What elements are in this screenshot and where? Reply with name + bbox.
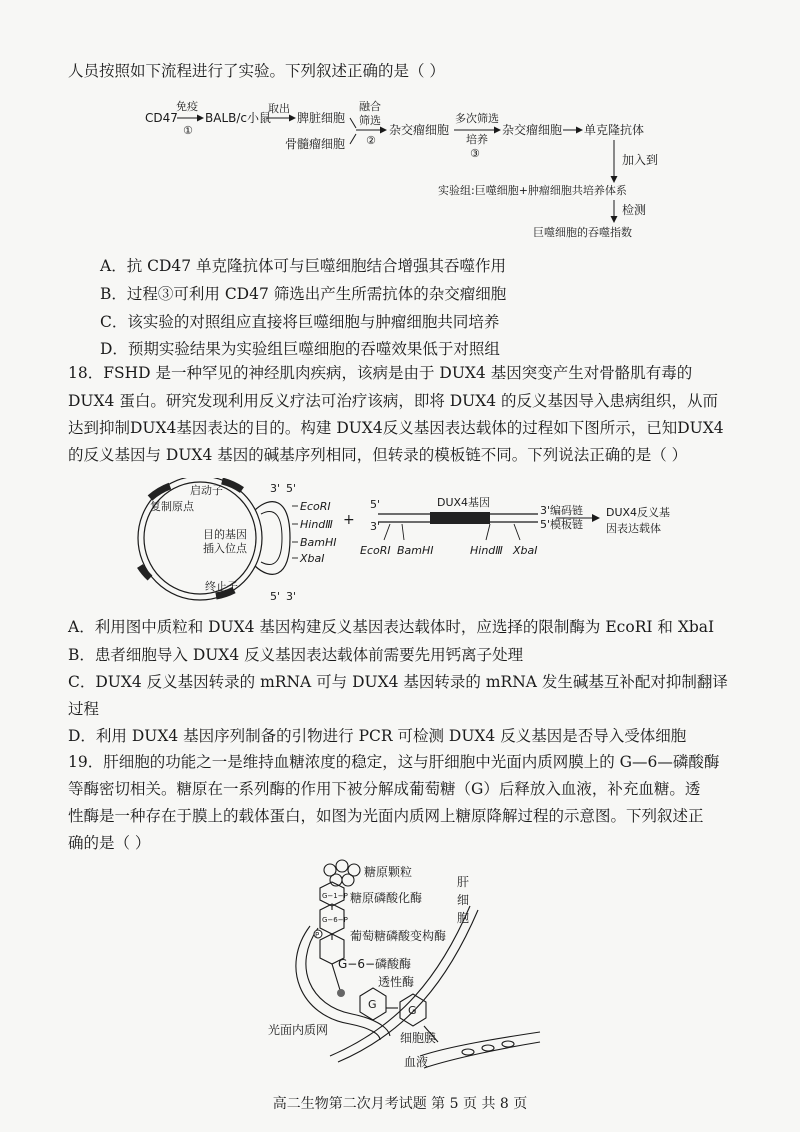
fig-ecori-gene: EcoRI [360, 544, 391, 557]
fig-gene-p5: 5' [370, 498, 381, 511]
q19-stem-3: 性酶是一种存在于膜上的载体蛋白，如图为光面内质网上糖原降解过程的示意图。下列叙述正 [68, 807, 704, 825]
fig-g1p: G−1−P [322, 892, 348, 900]
q18-option-c: C．DUX4 反义基因转录的 mRNA 可与 DUX4 基因转录的 mRNA 发生碱基互补配对抑制翻译 [68, 673, 728, 691]
fig-p3-bottom: 3' [286, 590, 297, 603]
fig-p5-top: 5' [286, 482, 297, 495]
q18-option-b: B．患者细胞导入 DUX4 反义基因表达载体前需要先用钙离子处理 [68, 646, 524, 664]
fig-template: 5'模板链 [540, 518, 584, 531]
q17-option-c: C．该实验的对照组应直接将巨噬细胞与肿瘤细胞共同培养 [100, 313, 500, 331]
q18-stem-1: 18．FSHD 是一种罕见的神经肌肉疾病，该病是由于 DUX4 基因突变产生对骨骼肌有毒的 [68, 364, 693, 382]
fig-terminator: 终止子 [205, 580, 238, 593]
q17-flow-diagram [0, 96, 800, 246]
flow-culture: 培养 [466, 133, 488, 146]
q19-stem-4: 确的是（ ） [68, 834, 151, 852]
flow-hybrid2: 杂交瘤细胞 [502, 123, 563, 137]
flow-fuse: 融合 [359, 100, 381, 113]
q18-plasmid-figure [0, 478, 800, 608]
flow-multi: 多次筛选 [455, 112, 499, 125]
flow-step2: ② [366, 134, 376, 147]
fig-permease: 透性酶 [378, 975, 415, 989]
flow-spleen: 脾脏细胞 [297, 111, 346, 125]
flow-exp-group: 实验组:巨噬细胞+肿瘤细胞共培养体系 [438, 184, 627, 197]
fig-hindiii-plasmid: HindⅢ [300, 518, 333, 531]
flow-cd47: CD47 [145, 111, 178, 125]
fig-blood: 血液 [404, 1055, 429, 1069]
fig-xbai-gene: XbaI [513, 544, 538, 557]
fig-p3-top: 3' [270, 482, 281, 495]
flow-detect: 检测 [622, 203, 647, 217]
flow-add: 加入到 [622, 153, 659, 167]
flow-step3: ③ [470, 147, 480, 160]
fig-bamhi-gene: BamHI [397, 544, 434, 557]
fig-coding: 3'编码链 [540, 504, 584, 517]
flow-take: 取出 [268, 102, 290, 115]
fig-hindiii-gene: HindⅢ [470, 544, 503, 557]
fig-mutase: 葡萄糖磷酸变构酶 [350, 929, 447, 943]
flow-index: 巨噬细胞的吞噬指数 [533, 226, 632, 239]
flow-step1: ① [183, 124, 193, 137]
fig-granule: 糖原颗粒 [364, 865, 413, 879]
fig-p-label: P [315, 931, 320, 939]
fig-product1: DUX4反义基 [606, 506, 671, 519]
q17-option-a: A．抗 CD47 单克隆抗体可与巨噬细胞结合增强其吞噬作用 [100, 257, 507, 275]
q18-stem-3: 达到抑制DUX4基因表达的目的。构建 DUX4反义基因表达载体的过程如下图所示，已知DUX4 [68, 419, 724, 437]
flow-myeloma: 骨髓瘤细胞 [285, 137, 346, 151]
fig-insert1: 目的基因 [203, 528, 247, 541]
fig-membrane: 细胞膜 [400, 1031, 437, 1045]
q17-option-d: D．预期实验结果为实验组巨噬细胞的吞噬效果低于对照组 [100, 340, 500, 358]
q18-option-d: D．利用 DUX4 基因序列制备的引物进行 PCR 可检测 DUX4 反义基因是否导入受体细胞 [68, 727, 687, 745]
fig-bamhi-plasmid: BamHI [300, 536, 337, 549]
flow-screen: 筛选 [359, 114, 381, 127]
q19-stem-1: 19．肝细胞的功能之一是维持血糖浓度的稳定，这与肝细胞中光面内质网膜上的 G—6—磷酸酶 [68, 753, 720, 771]
q18-stem-4: 的反义基因与 DUX4 基因的碱基序列相同，但转录的模板链不同。下列说法正确的是（ ） [68, 446, 688, 464]
fig-origin: 复制原点 [150, 500, 194, 513]
fig-plus: + [343, 512, 355, 528]
q17-stem: 人员按照如下流程进行了实验。下列叙述正确的是（ ） [68, 62, 445, 80]
q19-glycogen-figure [0, 856, 800, 1084]
fig-gene-label: DUX4基因 [437, 496, 491, 509]
flow-mab: 单克隆抗体 [584, 123, 645, 137]
fig-g-outside: G [408, 1004, 417, 1017]
flow-mouse: BALB/c小鼠 [205, 111, 272, 125]
fig-product2: 因表达载体 [606, 522, 661, 535]
flow-immune: 免疫 [176, 100, 198, 113]
q18-option-a: A．利用图中质粒和 DUX4 基因构建反义基因表达载体时，应选择的限制酶为 EcoRI 和 XbaI [68, 618, 715, 636]
fig-p5-bottom: 5' [270, 590, 281, 603]
fig-insert2: 插入位点 [203, 542, 247, 555]
q17-option-b: B．过程③可利用 CD47 筛选出产生所需抗体的杂交瘤细胞 [100, 285, 507, 303]
fig-phosphorylase: 糖原磷酸化酶 [350, 891, 423, 905]
fig-liver-3: 胞 [457, 911, 470, 925]
fig-promoter: 启动子 [190, 484, 223, 497]
fig-liver-2: 细 [457, 893, 470, 907]
fig-xbai-plasmid: XbaI [300, 552, 325, 565]
fig-g6p: G−6−P [322, 916, 348, 924]
fig-liver-1: 肝 [457, 875, 470, 889]
page-footer: 高二生物第二次月考试题 第 5 页 共 8 页 [272, 1096, 528, 1112]
fig-er: 光面内质网 [268, 1023, 329, 1037]
fig-ecori-plasmid: EcoRI [300, 500, 331, 513]
q18-stem-2: DUX4 蛋白。研究发现利用反义疗法可治疗该病，即将 DUX4 的反义基因导入患病组织，从而 [68, 392, 719, 410]
fig-gene-p3: 3' [370, 520, 381, 533]
fig-g6pase: G−6−磷酸酶 [338, 957, 412, 971]
q18-option-c-cont: 过程 [68, 700, 100, 718]
flow-hybrid1: 杂交瘤细胞 [389, 123, 450, 137]
fig-g-inside: G [368, 998, 377, 1011]
q19-stem-2: 等酶密切相关。糖原在一系列酶的作用下被分解成葡萄糖（G）后释放入血液，补充血糖。透 [68, 780, 701, 798]
